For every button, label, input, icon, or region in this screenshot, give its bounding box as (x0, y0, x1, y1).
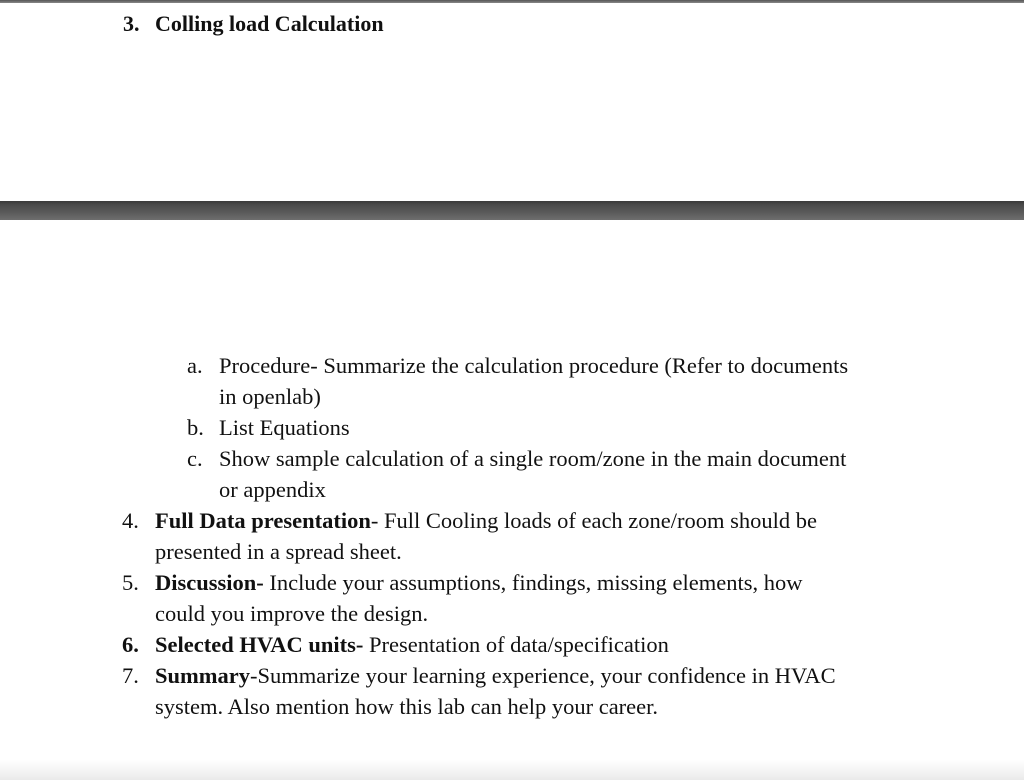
viewer-bottom-shadow (0, 760, 1024, 780)
section-3-heading (123, 9, 384, 39)
section-3-number: 3. (123, 11, 140, 36)
subitem-c-line-2: or appendix (219, 477, 326, 502)
item-6-bold-title: Selected HVAC units- (155, 632, 364, 657)
item-6-line-1 (155, 629, 669, 660)
item-4-bold-title: Full Data presentation (155, 508, 371, 533)
section-3-title: Colling load Calculation (155, 11, 384, 36)
subitem-b-marker: b. (187, 415, 204, 440)
subitem-c-line-1: Show sample calculation of a single room/zone in the main document (219, 446, 847, 471)
item-5-text: Include your assumptions, findings, missing elements, how (263, 570, 803, 595)
item-4-text: - Full Cooling loads of each zone/room should be (370, 508, 818, 533)
page-separator (0, 201, 1024, 220)
item-7-line-2: system. Also mention how this lab can help your career. (155, 694, 659, 719)
item-5-marker: 5. (122, 570, 139, 595)
subitem-a-line-2: in openlab) (219, 384, 321, 409)
item-4-marker: 4. (122, 508, 139, 533)
item-5-bold-title: Discussion- (155, 570, 264, 595)
subitem-c-marker: c. (187, 446, 203, 471)
subitem-a-marker: a. (187, 353, 203, 378)
item-5-line-1 (155, 567, 803, 598)
item-7-marker: 7. (122, 663, 139, 688)
item-4-line-2: presented in a spread sheet. (155, 539, 402, 564)
item-7-text: -Summarize your learning experience, your confidence in HVAC (250, 663, 836, 688)
item-7-bold-title: Summary (155, 663, 250, 688)
item-4-line-1 (155, 505, 817, 536)
item-6-text: Presentation of data/specification (363, 632, 669, 657)
subitem-a-line-1: Procedure- Summarize the calculation procedure (Refer to documents (219, 353, 849, 378)
item-7-line-1 (155, 660, 836, 691)
item-6-marker: 6. (122, 632, 139, 657)
subitem-b-line-1: List Equations (219, 415, 350, 440)
item-5-line-2: could you improve the design. (155, 601, 429, 626)
document-page-upper (0, 3, 1024, 201)
